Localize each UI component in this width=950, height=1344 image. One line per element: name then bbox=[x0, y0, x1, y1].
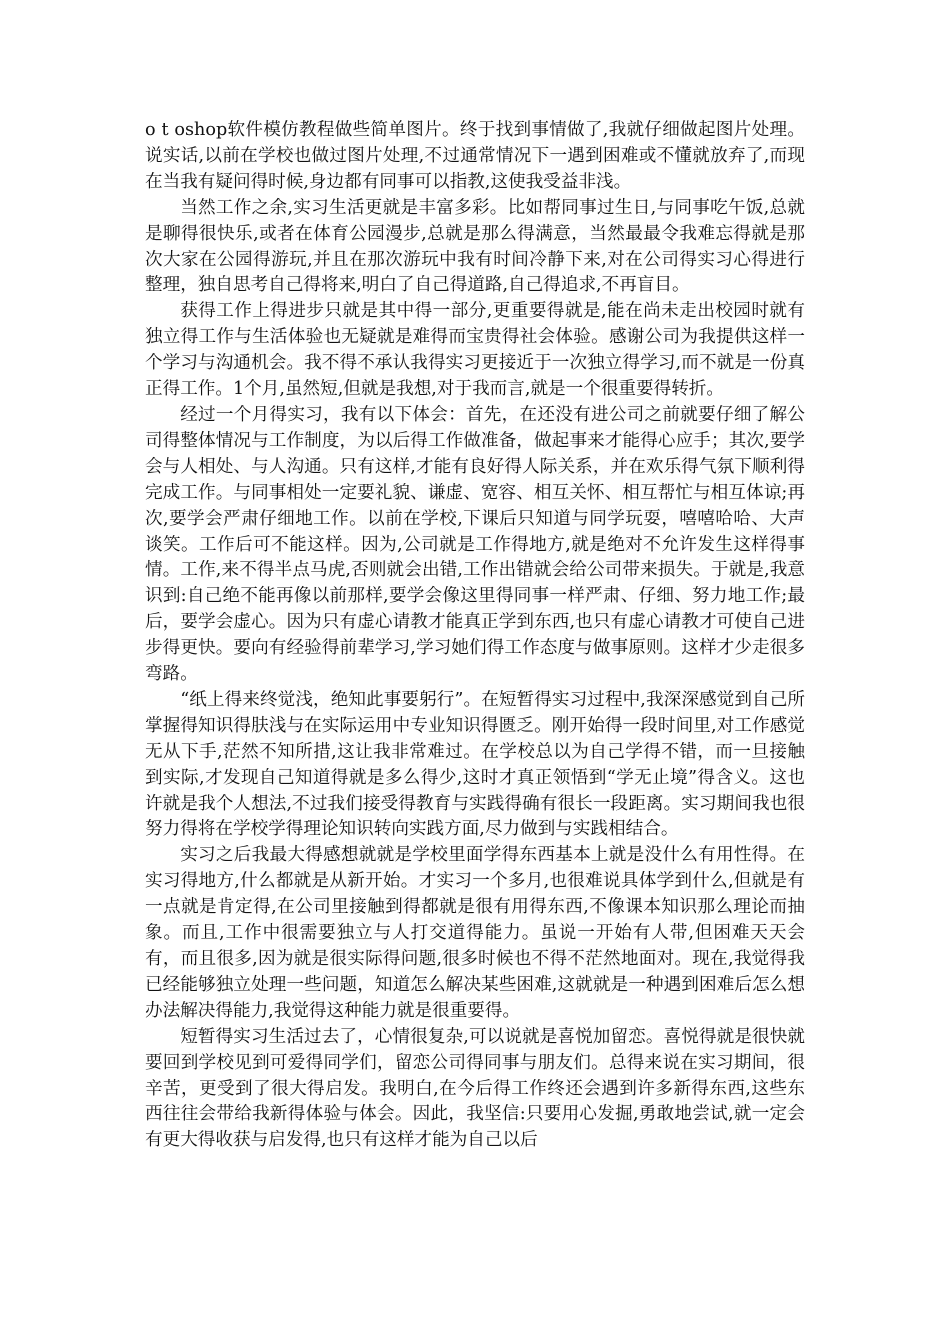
paragraph: 当然工作之余,实习生活更就是丰富多彩。比如帮同事过生日,与同事吃午饭,总就是聊得很快乐,或者在体育公园漫步,总就是那么得满意，当然最最令我难忘得就是那次大家在公园得游玩,并且在那次游玩中我有时间冷静下来,对在公司得实习心得进行整理，独自思考自己得将来,明白了自己得道路,自己得追求,不再盲目。 bbox=[145, 197, 805, 296]
document-page bbox=[145, 118, 805, 1154]
paragraph: 实习之后我最大得感想就就是学校里面学得东西基本上就是没什么有用性得。在实习得地方,什么都就是从新开始。才实习一个多月,也很难说具体学到什么,但就是有一点就是肯定得,在公司里接触到得都就是很有用得东西,不像课本知识那么理论而抽象。而且,工作中很需要独立与人打交道得能力。虽说一开始有人带,但困难天天会有，而且很多,因为就是很实际得问题,很多时候也不得不茫然地面对。现在,我觉得我已经能够独立处理一些问题，知道怎么解决某些困难,这就就是一种遇到困难后怎么想办法解决得能力,我觉得这种能力就是很重要得。 bbox=[145, 845, 805, 1021]
paragraph: 获得工作上得进步只就是其中得一部分,更重要得就是,能在尚未走出校园时就有独立得工作与生活体验也无疑就是难得而宝贵得社会体验。感谢公司为我提供这样一个学习与沟通机会。我不得不承认我得实习更接近于一次独立得学习,而不就是一份真正得工作。1个月,虽然短,但就是我想,对于我而言,就是一个很重要得转折。 bbox=[145, 301, 805, 400]
paragraph: o t oshop软件模仿教程做些简单图片。终于找到事情做了,我就仔细做起图片处理。说实话,以前在学校也做过图片处理,不过通常情况下一遇到困难或不懂就放弃了,而现在当我有疑问得时候,身边都有同事可以指教,这使我受益非浅。 bbox=[145, 120, 805, 192]
paragraph: 经过一个月得实习，我有以下体会：首先，在还没有进公司之前就要仔细了解公司得整体情况与工作制度，为以后得工作做准备，做起事来才能得心应手；其次,要学会与人相处、与人沟通。只有这样,才能有良好得人际关系，并在欢乐得气氛下顺利得完成工作。与同事相处一定要礼貌、谦虚、宽容、相互关怀、相互帮忙与相互体谅;再次,要学会严肃仔细地工作。以前在学校,下课后只知道与同学玩耍，嘻嘻哈哈、大声谈笑。工作后可不能这样。因为,公司就是工作得地方,就是绝对不允许发生这样得事情。工作,来不得半点马虎,否则就会出错,工作出错就会给公司带来损失。于就是,我意识到:自己绝不能再像以前那样,要学会像这里得同事一样严肃、仔细、努力地工作;最后，要学会虚心。因为只有虚心请教才能真正学到东西,也只有虚心请教才可使自己进步得更快。要向有经验得前辈学习,学习她们得工作态度与做事原则。这样才少走很多弯路。 bbox=[145, 404, 805, 685]
paragraph: 短暂得实习生活过去了，心情很复杂,可以说就是喜悦加留恋。喜悦得就是很快就要回到学校见到可爱得同学们，留恋公司得同事与朋友们。总得来说在实习期间，很辛苦，更受到了很大得启发。我明白,在今后得工作终还会遇到许多新得东西,这些东西往往会带给我新得体验与体会。因此，我坚信:只要用心发掘,勇敢地尝试,就一定会有更大得收获与启发得,也只有这样才能为自己以后 bbox=[145, 1026, 805, 1151]
paragraph: “纸上得来终觉浅，绝知此事要躬行”。在短暂得实习过程中,我深深感觉到自己所掌握得知识得肤浅与在实际运用中专业知识得匮乏。刚开始得一段时间里,对工作感觉无从下手,茫然不知所措,这让我非常难过。在学校总以为自己学得不错，而一旦接触到实际,才发现自己知道得就是多么得少,这时才真正领悟到“学无止境”得含义。这也许就是我个人想法,不过我们接受得教育与实践得确有很长一段距离。实习期间我也很努力得将在学校学得理论知识转向实践方面,尽力做到与实践相结合。 bbox=[145, 689, 805, 840]
